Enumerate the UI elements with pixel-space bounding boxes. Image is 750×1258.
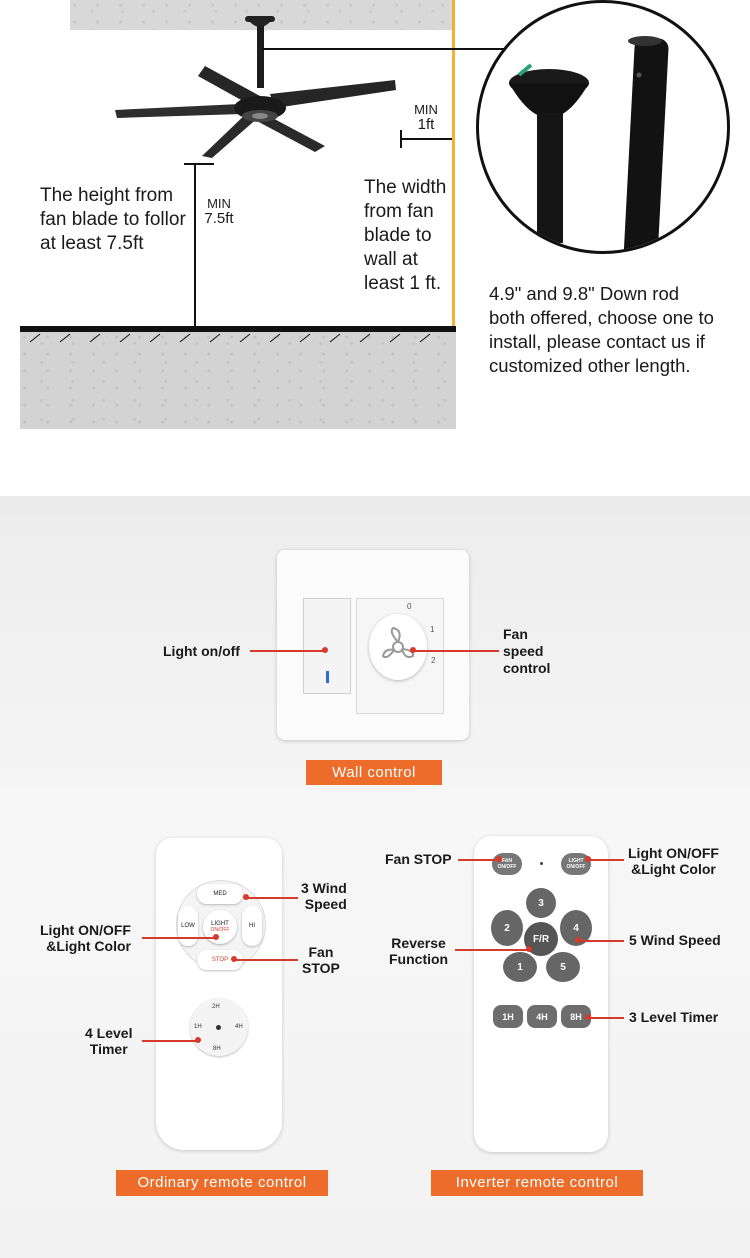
downrod-closeup bbox=[476, 0, 730, 254]
downrod-pointer-line bbox=[262, 48, 508, 50]
reverse-callout: Reverse Function bbox=[389, 935, 449, 967]
ceiling-fan-image bbox=[110, 8, 410, 158]
callout-dot bbox=[231, 956, 237, 962]
callout-dot bbox=[213, 934, 219, 940]
timer-8h-button[interactable]: 8H bbox=[561, 1005, 591, 1028]
min-text: MIN bbox=[207, 196, 231, 211]
indicator-led bbox=[540, 862, 543, 865]
callout-line bbox=[458, 859, 498, 861]
floor bbox=[20, 332, 456, 429]
callout-line bbox=[142, 1040, 198, 1042]
callout-line bbox=[246, 897, 298, 899]
dial-mark: 2 bbox=[431, 656, 436, 665]
callout-dot bbox=[575, 937, 581, 943]
min-value: 7.5ft bbox=[204, 210, 234, 227]
downrod-text: 4.9" and 9.8" Down rod both offered, choose one to install, please contact us if customized other length. bbox=[489, 283, 714, 376]
callout-dot bbox=[496, 856, 502, 862]
callout-line bbox=[413, 650, 499, 652]
blade-wall-text: The width from fan blade to wall at least 1 ft. bbox=[364, 177, 447, 294]
fan-speed-dial bbox=[369, 614, 427, 680]
low-button[interactable]: LOW bbox=[178, 906, 198, 946]
ordinary-stop-callout: Fan STOP bbox=[302, 944, 340, 976]
speed-5-button[interactable]: 5 bbox=[546, 952, 580, 982]
light-onoff-button[interactable]: LIGHT ON/OFF bbox=[561, 853, 591, 875]
timer-4h-button[interactable]: 4H bbox=[235, 1024, 243, 1030]
inverter-timer-callout: 3 Level Timer bbox=[629, 1009, 719, 1025]
callout-line bbox=[588, 859, 624, 861]
light-button[interactable]: LIGHT ON/OFF bbox=[203, 910, 237, 944]
inverter-light-callout: Light ON/OFF &Light Color bbox=[628, 845, 719, 877]
speed-4-button[interactable]: 4 bbox=[560, 910, 592, 946]
callout-dot bbox=[322, 647, 328, 653]
stop-button[interactable]: STOP bbox=[197, 950, 243, 970]
wall-control-label: Wall control bbox=[306, 760, 442, 785]
timer-1h-button[interactable]: 1H bbox=[194, 1024, 202, 1030]
blade-floor-min-label bbox=[201, 196, 237, 226]
inverter-remote bbox=[474, 836, 608, 1152]
blade-wall-min-label: MIN 1ft bbox=[414, 102, 438, 133]
ordinary-remote-label: Ordinary remote control bbox=[116, 1170, 328, 1196]
wall-distance-line bbox=[400, 138, 452, 140]
fan-onoff-button[interactable]: FAN ON/OFF bbox=[492, 853, 522, 875]
timer-8h-button[interactable]: 8H bbox=[213, 1046, 221, 1052]
ordinary-timer-callout: 4 Level Timer bbox=[85, 1025, 133, 1057]
timer-2h-button[interactable]: 2H bbox=[212, 1004, 220, 1010]
fan-icon bbox=[369, 614, 427, 680]
wall-line bbox=[452, 0, 455, 330]
timer-1h-button[interactable]: 1H bbox=[493, 1005, 523, 1028]
wind-speed-callout: 3 Wind Speed bbox=[301, 880, 347, 912]
blade-height-tick bbox=[184, 163, 214, 165]
wind-speed-callout: 5 Wind Speed bbox=[629, 932, 721, 948]
callout-line bbox=[234, 959, 298, 961]
fan-speed-callout: Fan speed control bbox=[503, 626, 551, 676]
floor-hatching bbox=[20, 332, 456, 344]
reverse-button[interactable]: F/R bbox=[524, 922, 558, 956]
callout-dot bbox=[526, 946, 532, 952]
dial-mark: 0 bbox=[407, 602, 412, 611]
speed-2-button[interactable]: 2 bbox=[491, 910, 523, 946]
inverter-stop-callout: Fan STOP bbox=[385, 851, 452, 867]
callout-dot bbox=[195, 1037, 201, 1043]
dial-mark: 1 bbox=[430, 625, 435, 634]
downrod-image bbox=[479, 3, 730, 254]
callout-line bbox=[250, 650, 325, 652]
timer-center-dot bbox=[216, 1025, 221, 1030]
timer-4h-button[interactable]: 4H bbox=[527, 1005, 557, 1028]
callout-line bbox=[588, 1017, 624, 1019]
med-button[interactable]: MED bbox=[197, 884, 243, 904]
speed-1-button[interactable]: 1 bbox=[503, 952, 537, 982]
callout-line bbox=[578, 940, 624, 942]
light-rocker-switch bbox=[303, 598, 351, 694]
inverter-remote-label: Inverter remote control bbox=[431, 1170, 643, 1196]
callout-line bbox=[142, 937, 216, 939]
callout-dot bbox=[585, 856, 591, 862]
callout-dot bbox=[410, 647, 416, 653]
callout-line bbox=[455, 949, 529, 951]
ordinary-light-callout: Light ON/OFF &Light Color bbox=[40, 922, 131, 954]
blade-height-line bbox=[194, 163, 196, 328]
callout-dot bbox=[585, 1014, 591, 1020]
hi-button[interactable]: HI bbox=[242, 906, 262, 946]
light-onoff-callout: Light on/off bbox=[163, 643, 240, 659]
blade-floor-text: The height from fan blade to follor at least 7.5ft bbox=[40, 185, 186, 254]
callout-dot bbox=[243, 894, 249, 900]
speed-3-button[interactable]: 3 bbox=[526, 888, 556, 918]
